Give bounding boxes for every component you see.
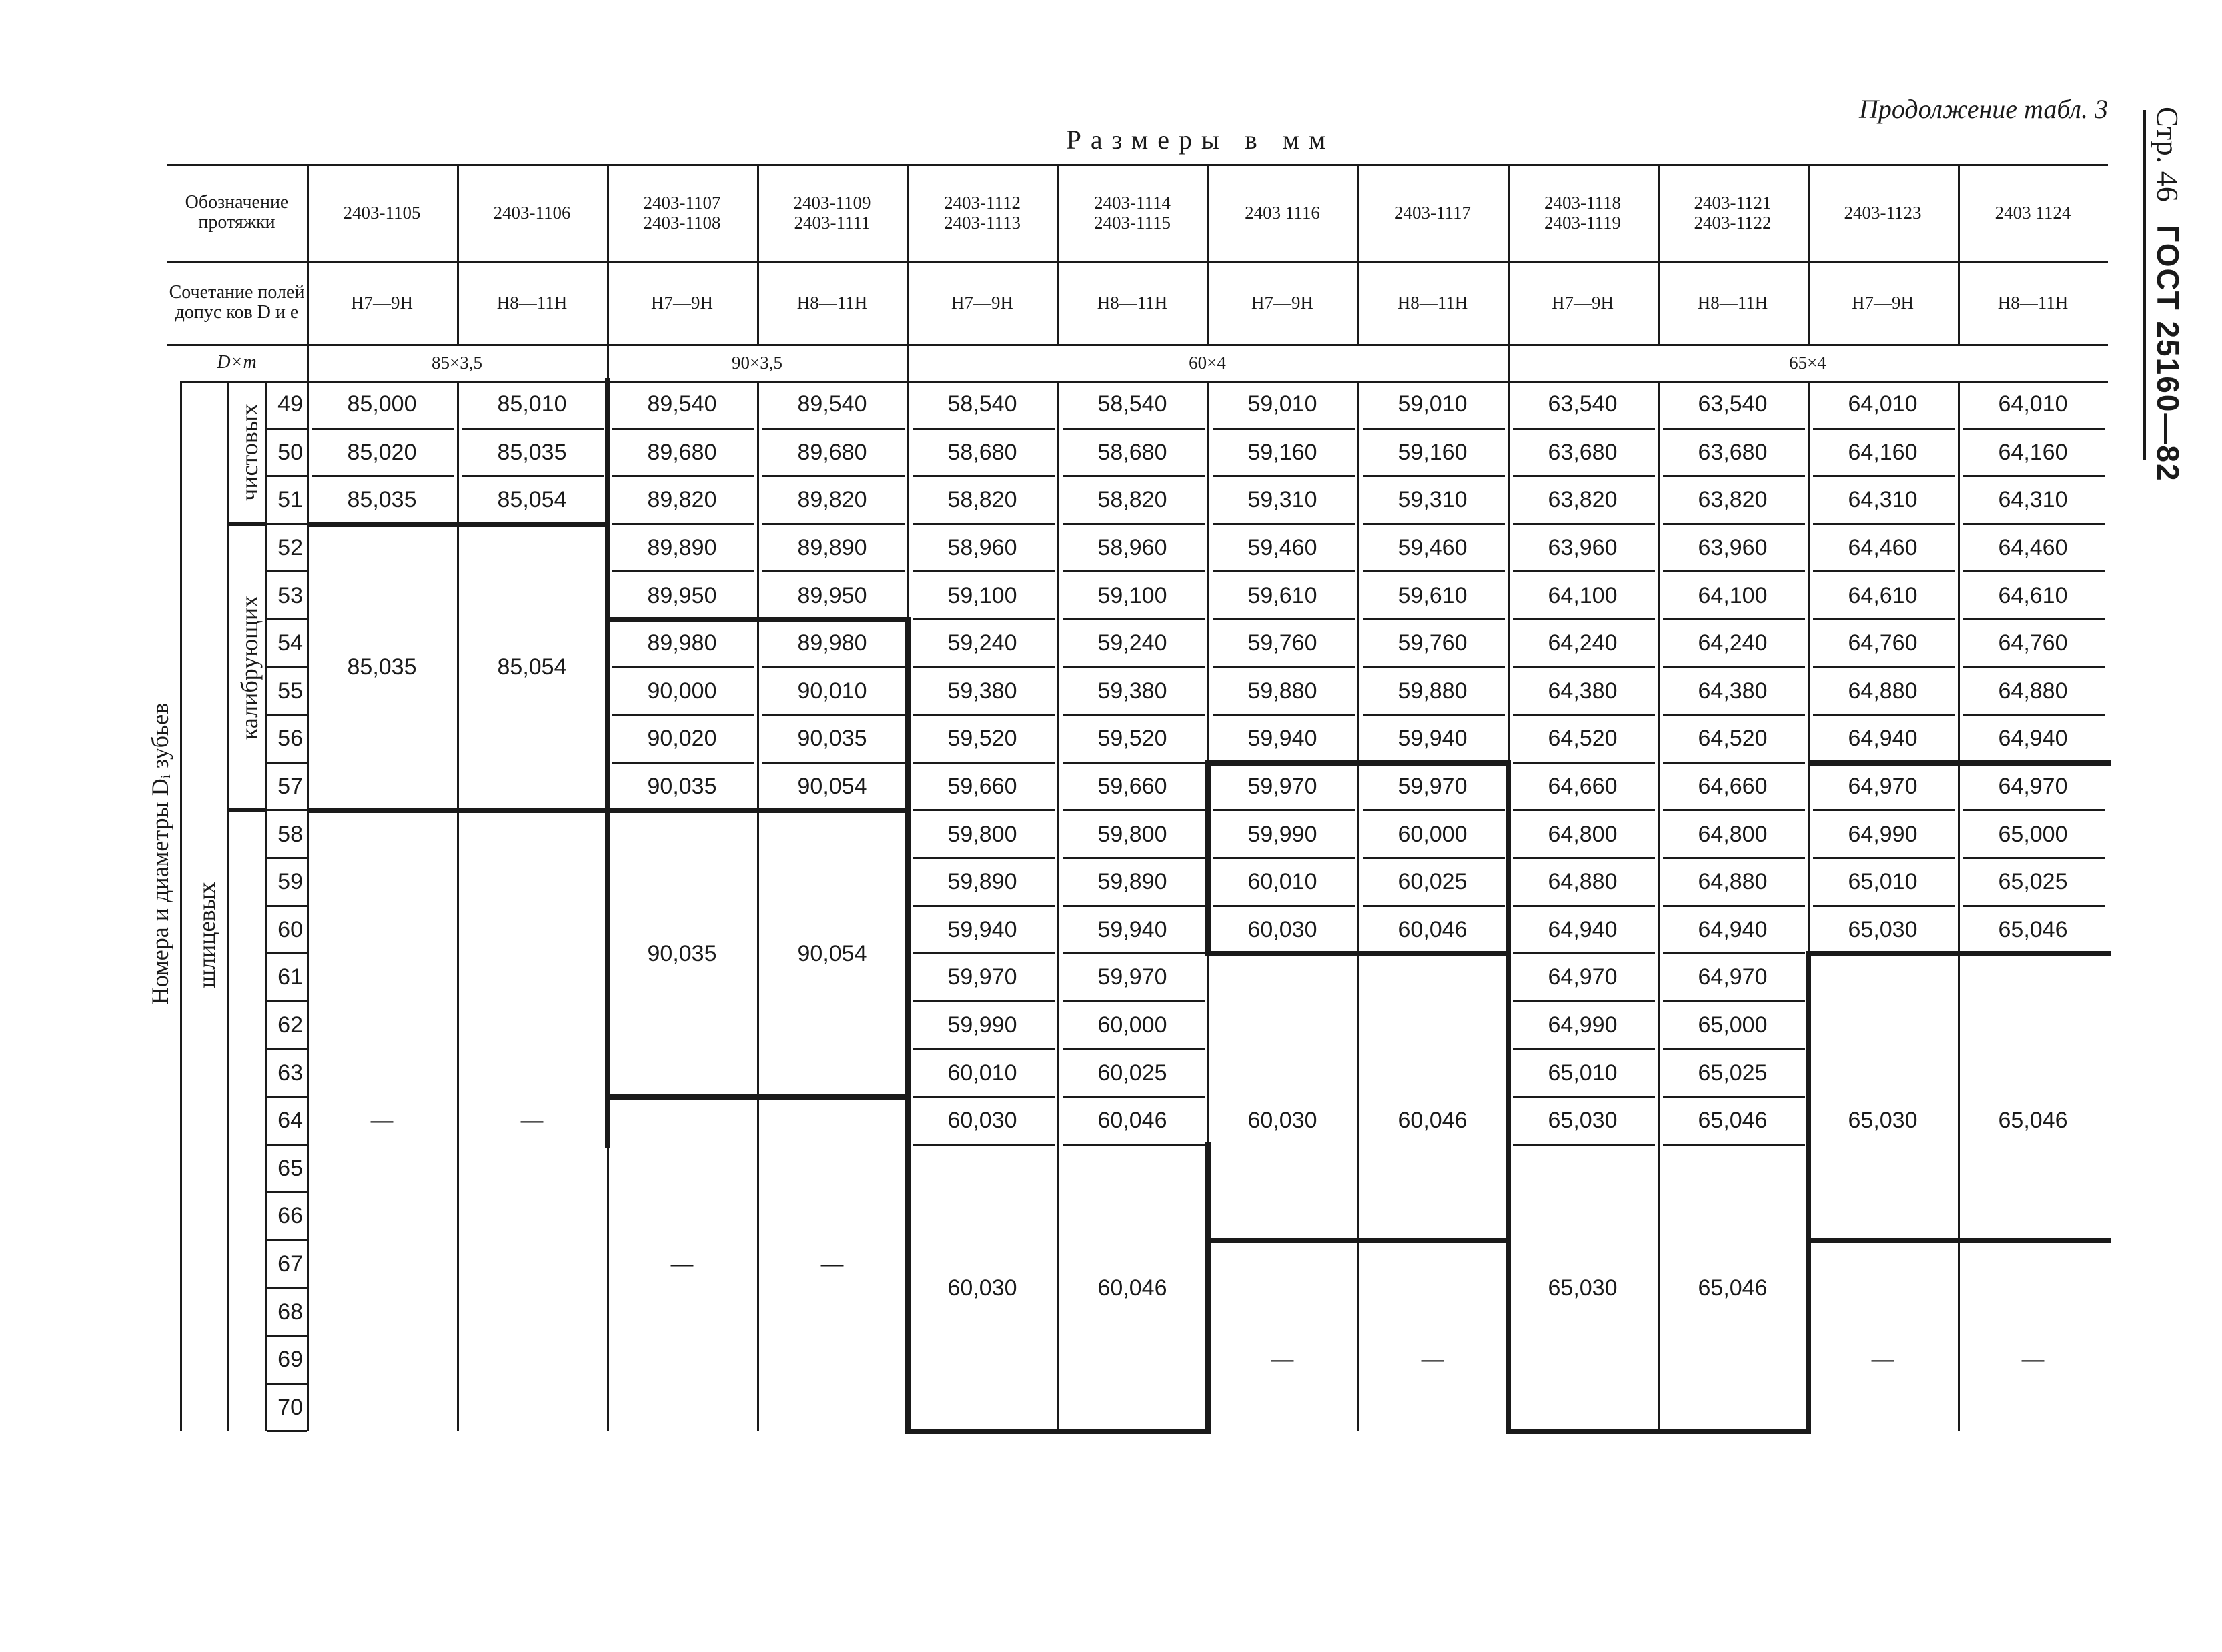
value-cell: 64,660	[1698, 774, 1768, 800]
row-number: 49	[277, 391, 303, 418]
column-tolerance: H8—11H	[1397, 292, 1468, 313]
value-cell: 89,540	[647, 391, 717, 418]
value-cell: 59,380	[1097, 678, 1167, 704]
merged-value-cell: 65,030	[1848, 1108, 1918, 1134]
value-cell: 59,940	[947, 916, 1017, 942]
value-cell: 59,240	[947, 630, 1017, 656]
row-number: 56	[277, 726, 303, 752]
value-cell: 64,880	[1998, 678, 2068, 704]
merged-value-cell: 85,035	[347, 654, 417, 680]
bold-step-rule	[1506, 760, 1511, 956]
value-cell: 59,890	[947, 869, 1017, 895]
value-cell: 65,000	[1998, 821, 2068, 847]
value-cell: 59,310	[1247, 487, 1317, 513]
value-cell: 60,010	[1247, 869, 1317, 895]
header-col-rule	[1057, 164, 1059, 344]
merged-value-cell: 90,054	[797, 940, 867, 966]
value-cell: 64,800	[1698, 821, 1768, 847]
row-number-rule	[267, 1430, 307, 1432]
value-cell: 90,000	[647, 678, 717, 704]
value-cell: 85,035	[347, 487, 417, 513]
value-cell: 59,880	[1398, 678, 1468, 704]
value-cell: 59,100	[1097, 582, 1167, 608]
header-col-rule	[1658, 164, 1660, 344]
value-cell: 59,240	[1097, 630, 1167, 656]
bold-step-rule	[905, 808, 911, 1434]
value-cell: 59,460	[1247, 535, 1317, 561]
value-cell: 59,970	[1097, 964, 1167, 990]
column-tolerance: H7—9H	[1852, 292, 1914, 313]
value-cell: 85,035	[497, 439, 567, 465]
value-cell: 90,054	[797, 774, 867, 800]
value-cell: 89,950	[797, 582, 867, 608]
column-tolerance: H7—9H	[351, 292, 413, 313]
value-cell: 63,960	[1698, 535, 1768, 561]
value-cell: 59,160	[1398, 439, 1468, 465]
row-number: 51	[277, 487, 303, 513]
row-number: 67	[277, 1251, 303, 1277]
value-cell: 65,025	[1998, 869, 2068, 895]
header-col-rule	[607, 164, 609, 344]
units-label: Размеры в мм	[1066, 125, 1335, 155]
value-cell: 65,000	[1698, 1012, 1768, 1038]
value-cell: 85,000	[347, 391, 417, 418]
row-number: 64	[277, 1108, 303, 1134]
value-cell: 89,980	[797, 630, 867, 656]
bold-step-rule	[605, 378, 610, 1148]
value-cell: 65,046	[1698, 1108, 1768, 1134]
header-col-rule	[907, 164, 909, 344]
vertical-main-label: Номера и диаметры Dᵢ зубьев	[147, 702, 173, 1005]
value-cell: 59,940	[1097, 916, 1167, 942]
value-cell: 64,380	[1548, 678, 1618, 704]
header-col-rule	[1958, 164, 1960, 344]
vertical-calibrating-label: калибрующих	[236, 595, 263, 740]
value-cell: 59,100	[947, 582, 1017, 608]
value-cell: 60,046	[1398, 916, 1468, 942]
value-cell: 64,760	[1848, 630, 1918, 656]
value-cell: 64,660	[1548, 774, 1618, 800]
merged-value-cell: —	[2021, 1347, 2045, 1373]
value-cell: 64,990	[1548, 1012, 1618, 1038]
value-cell: 59,160	[1247, 439, 1317, 465]
row-number: 54	[277, 630, 303, 656]
dxm-group-rule	[1508, 344, 1510, 381]
merged-value-cell: 65,030	[1548, 1275, 1618, 1301]
row-number: 58	[277, 821, 303, 847]
side-header	[2138, 107, 2198, 482]
merged-value-cell: —	[820, 1251, 844, 1277]
bold-step-rule	[1808, 1238, 2111, 1243]
value-cell: 89,980	[647, 630, 717, 656]
dxm-group-rule	[607, 344, 609, 381]
value-cell: 59,660	[947, 774, 1017, 800]
side-rule	[2143, 110, 2146, 460]
bold-step-rule	[1808, 760, 2111, 766]
bold-step-rule	[1207, 760, 1510, 766]
value-cell: 59,760	[1398, 630, 1468, 656]
designation-label: Обозначение протяжки	[185, 191, 289, 233]
value-cell: 59,610	[1398, 582, 1468, 608]
body-col-rule	[1357, 381, 1359, 1431]
row-number: 66	[277, 1203, 303, 1229]
value-cell: 59,760	[1247, 630, 1317, 656]
dxm-group: 90×3,5	[732, 352, 782, 373]
column-designation: 2403-1117	[1394, 202, 1471, 223]
body-col-rule	[757, 381, 759, 1431]
value-cell: 58,960	[947, 535, 1017, 561]
value-cell: 64,100	[1548, 582, 1618, 608]
value-cell: 64,380	[1698, 678, 1768, 704]
stub-group-rule	[227, 522, 265, 526]
value-cell: 64,610	[1848, 582, 1918, 608]
dxm-label: D×m	[217, 351, 257, 373]
column-tolerance: H8—11H	[796, 292, 868, 313]
bold-step-rule	[1207, 1238, 1510, 1243]
value-cell: 64,460	[1998, 535, 2068, 561]
value-cell: 64,940	[1998, 726, 2068, 752]
bold-step-rule	[1808, 951, 2111, 956]
value-cell: 64,160	[1848, 439, 1918, 465]
value-cell: 64,880	[1698, 869, 1768, 895]
value-cell: 89,890	[797, 535, 867, 561]
value-cell: 59,970	[947, 964, 1017, 990]
bold-step-rule	[1506, 951, 1511, 1434]
header-col-rule	[1357, 164, 1359, 344]
value-cell: 60,000	[1097, 1012, 1167, 1038]
column-designation: 2403-1105	[343, 202, 421, 223]
vertical-spline-label: шлицевых	[193, 881, 220, 988]
value-cell: 63,680	[1548, 439, 1618, 465]
value-cell: 59,380	[947, 678, 1017, 704]
merged-value-cell: 60,030	[947, 1275, 1017, 1301]
value-cell: 60,025	[1097, 1060, 1167, 1086]
value-cell: 64,760	[1998, 630, 2068, 656]
column-tolerance: H8—11H	[496, 292, 568, 313]
value-cell: 60,010	[947, 1060, 1017, 1086]
row-number: 62	[277, 1012, 303, 1038]
value-cell: 65,010	[1548, 1060, 1618, 1086]
column-tolerance: H7—9H	[951, 292, 1013, 313]
value-cell: 59,010	[1247, 391, 1317, 418]
column-designation: 2403-1107 2403-1108	[643, 192, 721, 233]
value-cell: 59,940	[1247, 726, 1317, 752]
value-cell: 89,540	[797, 391, 867, 418]
bold-step-rule	[307, 522, 610, 527]
value-cell: 65,025	[1698, 1060, 1768, 1086]
value-cell: 64,460	[1848, 535, 1918, 561]
value-cell: 59,940	[1398, 726, 1468, 752]
column-tolerance: H8—11H	[1997, 292, 2069, 313]
row-number: 55	[277, 678, 303, 704]
value-cell: 58,680	[947, 439, 1017, 465]
value-cell: 59,880	[1247, 678, 1317, 704]
merged-value-cell: —	[1271, 1347, 1294, 1373]
value-cell: 63,820	[1548, 487, 1618, 513]
value-cell: 59,990	[947, 1012, 1017, 1038]
value-cell: 89,890	[647, 535, 717, 561]
side-header-standard: ГОСТ 25160—82	[2151, 225, 2185, 482]
value-cell: 60,030	[947, 1108, 1017, 1134]
row-number: 69	[277, 1347, 303, 1373]
dxm-group-rule	[907, 344, 909, 381]
value-cell: 60,000	[1398, 821, 1468, 847]
row-number: 70	[277, 1394, 303, 1420]
header-col-rule	[457, 164, 459, 344]
row-number: 60	[277, 916, 303, 942]
value-cell: 65,010	[1848, 869, 1918, 895]
value-cell: 59,660	[1097, 774, 1167, 800]
value-cell: 64,940	[1548, 916, 1618, 942]
bold-step-rule	[907, 1429, 1210, 1434]
value-cell: 64,880	[1848, 678, 1918, 704]
bold-step-rule	[607, 808, 910, 813]
value-cell: 63,680	[1698, 439, 1768, 465]
body-col-rule	[457, 381, 459, 1431]
value-cell: 59,010	[1398, 391, 1468, 418]
value-cell: 64,520	[1548, 726, 1618, 752]
value-cell: 63,540	[1548, 391, 1618, 418]
bold-step-rule	[607, 617, 910, 622]
value-cell: 58,960	[1097, 535, 1167, 561]
value-cell: 90,035	[647, 774, 717, 800]
row-number: 65	[277, 1155, 303, 1181]
row-number: 50	[277, 439, 303, 465]
row-number: 59	[277, 869, 303, 895]
value-cell: 59,990	[1247, 821, 1317, 847]
value-cell: 64,880	[1548, 869, 1618, 895]
value-cell: 65,030	[1848, 916, 1918, 942]
stub-rule	[227, 381, 229, 1431]
value-cell: 64,240	[1698, 630, 1768, 656]
value-cell: 64,940	[1698, 916, 1768, 942]
value-cell: 89,820	[797, 487, 867, 513]
value-cell: 90,035	[797, 726, 867, 752]
value-cell: 64,010	[1848, 391, 1918, 418]
bold-step-rule	[1205, 760, 1211, 956]
value-cell: 64,520	[1698, 726, 1768, 752]
merged-value-cell: 65,046	[1698, 1275, 1768, 1301]
column-designation: 2403-1114 2403-1115	[1094, 192, 1171, 233]
value-cell: 64,610	[1998, 582, 2068, 608]
bold-step-rule	[1207, 951, 1510, 956]
value-cell: 65,030	[1548, 1108, 1618, 1134]
value-cell: 89,820	[647, 487, 717, 513]
merged-value-cell: —	[1871, 1347, 1894, 1373]
column-designation: 2403-1112 2403-1113	[944, 192, 1021, 233]
value-cell: 59,460	[1398, 535, 1468, 561]
body-col-rule	[1958, 381, 1960, 1431]
value-cell: 58,540	[947, 391, 1017, 418]
value-cell: 58,820	[1097, 487, 1167, 513]
bold-step-rule	[607, 1094, 910, 1100]
bold-step-rule	[905, 617, 911, 813]
value-cell: 59,520	[947, 726, 1017, 752]
row-number: 52	[277, 535, 303, 561]
value-cell: 64,100	[1698, 582, 1768, 608]
side-header-page: Стр. 46	[2151, 107, 2185, 202]
bold-step-rule	[1508, 1429, 1810, 1434]
header-col-rule	[307, 164, 309, 344]
body-col-rule	[1658, 381, 1660, 1431]
bold-step-rule	[1205, 1142, 1211, 1435]
value-cell: 59,310	[1398, 487, 1468, 513]
merged-value-cell: —	[670, 1251, 694, 1277]
value-cell: 89,950	[647, 582, 717, 608]
merged-value-cell: 60,046	[1097, 1275, 1167, 1301]
merged-value-cell: 60,046	[1398, 1108, 1468, 1134]
bold-step-rule	[307, 808, 610, 813]
stub-group-rule	[227, 808, 265, 812]
column-tolerance: H7—9H	[651, 292, 713, 313]
row-number: 53	[277, 582, 303, 608]
value-cell: 89,680	[797, 439, 867, 465]
value-cell: 64,310	[1998, 487, 2068, 513]
value-cell: 58,680	[1097, 439, 1167, 465]
value-cell: 59,610	[1247, 582, 1317, 608]
column-tolerance: H8—11H	[1097, 292, 1168, 313]
merged-value-cell: 85,054	[497, 654, 567, 680]
dxm-group: 60×4	[1189, 352, 1226, 373]
merged-value-cell: —	[370, 1108, 394, 1134]
column-tolerance: H7—9H	[1552, 292, 1614, 313]
stub-rule	[180, 381, 182, 1431]
value-cell: 59,890	[1097, 869, 1167, 895]
value-cell: 65,046	[1998, 916, 2068, 942]
value-cell: 63,540	[1698, 391, 1768, 418]
value-cell: 64,940	[1848, 726, 1918, 752]
vertical-finishing-label: чистовых	[236, 403, 263, 502]
value-cell: 64,010	[1998, 391, 2068, 418]
continuation-label: Продолжение табл. 3	[1858, 94, 2108, 124]
value-cell: 60,030	[1247, 916, 1317, 942]
header-col-rule	[1808, 164, 1810, 344]
value-cell: 90,010	[797, 678, 867, 704]
value-cell: 60,025	[1398, 869, 1468, 895]
value-cell: 64,990	[1848, 821, 1918, 847]
row-number: 61	[277, 964, 303, 990]
column-tolerance: H7—9H	[1251, 292, 1313, 313]
value-cell: 63,960	[1548, 535, 1618, 561]
header-col-rule	[1207, 164, 1209, 344]
value-cell: 59,520	[1097, 726, 1167, 752]
merged-value-cell: —	[1421, 1347, 1444, 1373]
column-tolerance: H8—11H	[1697, 292, 1768, 313]
body-col-rule	[1057, 381, 1059, 1431]
value-cell: 64,970	[1548, 964, 1618, 990]
value-cell: 85,020	[347, 439, 417, 465]
value-cell: 59,800	[947, 821, 1017, 847]
bold-step-rule	[1806, 951, 1811, 1434]
value-cell: 60,046	[1097, 1108, 1167, 1134]
value-cell: 59,970	[1398, 774, 1468, 800]
column-designation: 2403-1106	[493, 202, 571, 223]
tolerance-label: Сочетание полей допус ков D и e	[169, 281, 305, 323]
column-designation: 2403-1118 2403-1119	[1544, 192, 1621, 233]
column-designation: 2403-1109 2403-1111	[793, 192, 871, 233]
value-cell: 58,540	[1097, 391, 1167, 418]
merged-value-cell: 60,030	[1247, 1108, 1317, 1134]
value-cell: 63,820	[1698, 487, 1768, 513]
header-col-rule	[757, 164, 759, 344]
value-cell: 64,160	[1998, 439, 2068, 465]
value-cell: 90,020	[647, 726, 717, 752]
merged-value-cell: —	[520, 1108, 544, 1134]
dxm-group: 85×3,5	[432, 352, 482, 373]
column-designation: 2403 1116	[1245, 202, 1320, 223]
value-cell: 64,240	[1548, 630, 1618, 656]
value-cell: 64,970	[1698, 964, 1768, 990]
merged-value-cell: 65,046	[1998, 1108, 2068, 1134]
column-designation: 2403 1124	[1995, 202, 2071, 223]
value-cell: 64,310	[1848, 487, 1918, 513]
value-cell: 58,820	[947, 487, 1017, 513]
merged-value-cell: 90,035	[647, 940, 717, 966]
row-number: 68	[277, 1299, 303, 1325]
value-cell: 59,970	[1247, 774, 1317, 800]
value-cell: 85,054	[497, 487, 567, 513]
value-cell: 64,970	[1848, 774, 1918, 800]
column-designation: 2403-1121 2403-1122	[1694, 192, 1772, 233]
header-col-rule	[1508, 164, 1510, 344]
column-designation: 2403-1123	[1844, 202, 1922, 223]
dxm-group-rule	[307, 344, 309, 381]
value-cell: 59,800	[1097, 821, 1167, 847]
dxm-group: 65×4	[1789, 352, 1826, 373]
value-cell: 64,800	[1548, 821, 1618, 847]
value-cell: 89,680	[647, 439, 717, 465]
value-cell: 64,970	[1998, 774, 2068, 800]
row-number: 63	[277, 1060, 303, 1086]
value-cell: 85,010	[497, 391, 567, 418]
row-number: 57	[277, 774, 303, 800]
